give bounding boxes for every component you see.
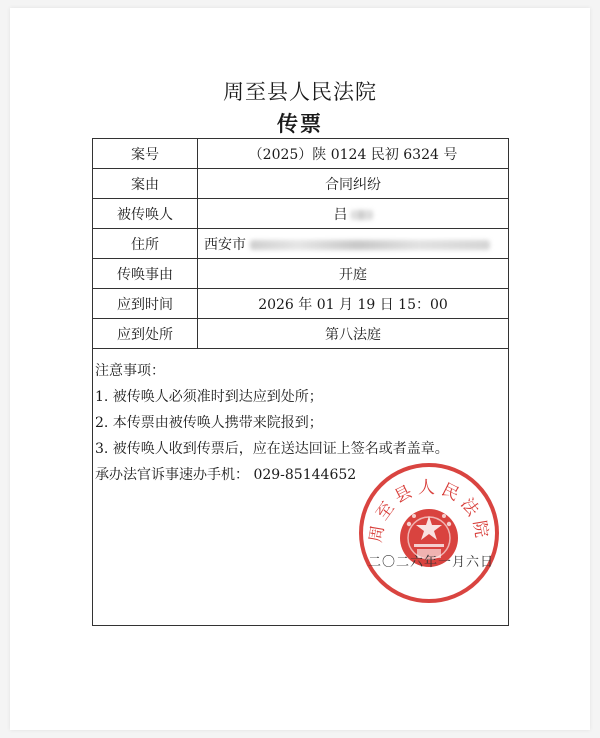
summoned-person-value: 吕 xyxy=(333,206,348,223)
notes-heading: 注意事项： xyxy=(95,363,165,379)
table-row-appearance-time xyxy=(93,289,509,319)
summons-info-table xyxy=(92,138,509,349)
address-label: 住所 xyxy=(93,229,198,259)
table-row-appearance-place xyxy=(93,319,509,349)
summoned-person-cell xyxy=(198,199,509,229)
appearance-place-value: 第八法庭 xyxy=(198,319,509,349)
appearance-time-label: 应到时间 xyxy=(93,289,198,319)
contact-line: 承办法官诉事速办手机： 029-85144652 xyxy=(95,467,357,483)
address-value: 西安市 xyxy=(204,236,246,253)
appearance-place-label: 应到处所 xyxy=(93,319,198,349)
document-title: 传票 xyxy=(277,111,323,136)
notes-item-3: 3. 被传唤人收到传票后，应在送达回证上签名或者盖章。 xyxy=(95,441,449,457)
address-cell xyxy=(198,229,509,259)
table-row-address xyxy=(93,229,509,259)
table-row-summons-reason xyxy=(93,259,509,289)
case-number-label: 案号 xyxy=(93,139,198,169)
notes-item-1: 1. 被传唤人必须准时到达应到处所； xyxy=(95,389,323,405)
case-number-value: （2025）陕 0124 民初 6324 号 xyxy=(198,139,509,169)
table-row-summoned-person xyxy=(93,199,509,229)
svg-text:周至县人民法院: 周至县人民法院 xyxy=(366,478,492,545)
redacted-name xyxy=(351,210,373,220)
summoned-person-label: 被传唤人 xyxy=(93,199,198,229)
summons-reason-value: 开庭 xyxy=(198,259,509,289)
case-cause-value: 合同纠纷 xyxy=(198,169,509,199)
appearance-time-value: 2026 年 01 月 19 日 15：00 xyxy=(198,289,509,319)
summons-reason-label: 传唤事由 xyxy=(93,259,198,289)
court-seal-stamp xyxy=(354,458,504,608)
case-cause-label: 案由 xyxy=(93,169,198,199)
table-row-case-cause xyxy=(93,169,509,199)
redacted-address xyxy=(250,240,490,250)
seal-date: 二〇二六年一月六日 xyxy=(368,555,495,570)
table-row-case-number xyxy=(93,139,509,169)
court-name: 周至县人民法院 xyxy=(223,80,377,104)
notes-item-2: 2. 本传票由被传唤人携带来院报到； xyxy=(95,415,323,431)
